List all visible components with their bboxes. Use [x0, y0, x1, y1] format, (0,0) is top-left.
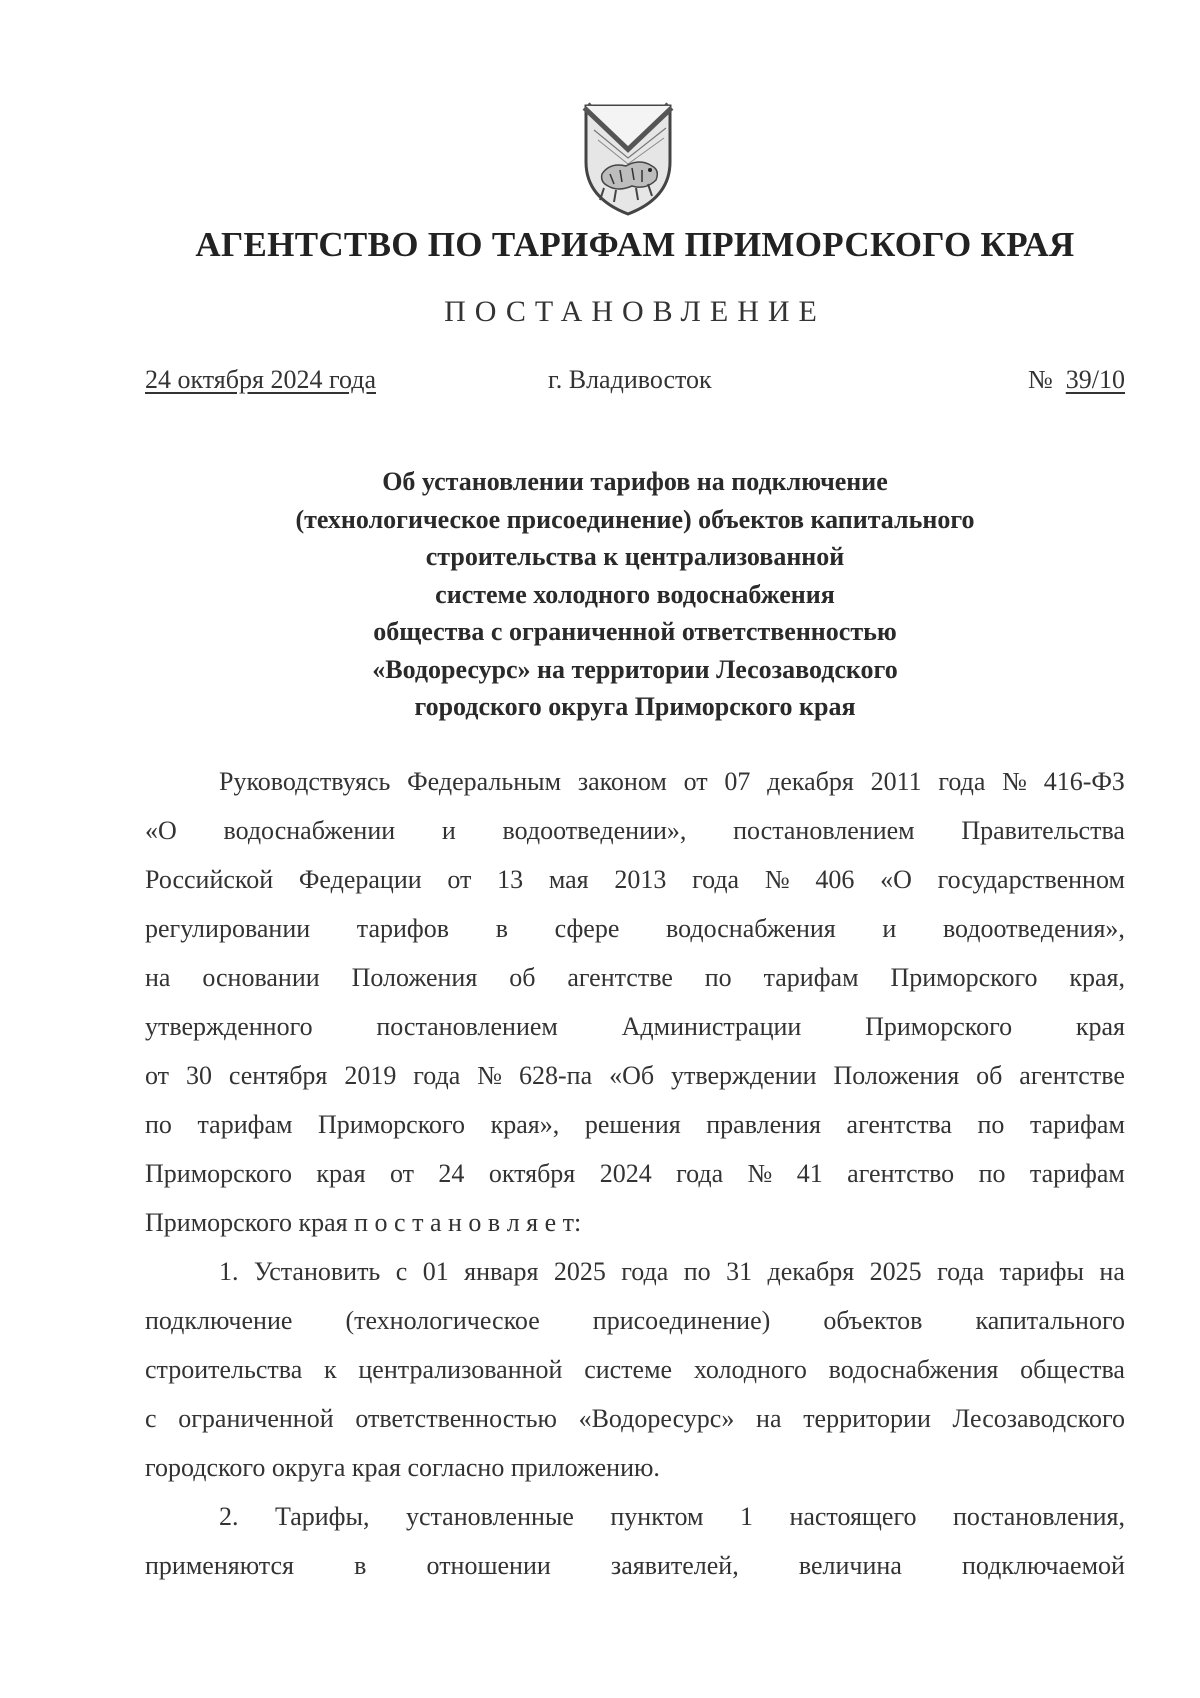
word: постановления,: [952, 1502, 1125, 1531]
subject-line: строительства к централизованной: [425, 542, 845, 571]
word: величина: [798, 1551, 902, 1580]
word: года: [413, 1061, 461, 1090]
word: 31: [726, 1257, 753, 1286]
word: по: [704, 963, 732, 992]
word: тарифам: [1029, 1159, 1125, 1188]
word: 628-па: [519, 1061, 593, 1090]
word: «Об: [609, 1061, 655, 1090]
word: №: [1002, 767, 1027, 796]
word: постановлением: [733, 816, 915, 845]
paragraph-item-2: [145, 1492, 1125, 1590]
word: с: [145, 1404, 157, 1433]
word: Тарифы,: [274, 1502, 370, 1531]
word: 13: [497, 865, 524, 894]
word: агентство: [847, 1159, 955, 1188]
word: утвержденного: [145, 1012, 313, 1041]
word: октября: [488, 1159, 576, 1188]
word: по: [683, 1257, 711, 1286]
word: «О: [145, 816, 177, 845]
word: Приморского: [865, 1012, 1013, 1041]
word: агентстве: [567, 963, 673, 992]
word: года: [676, 1159, 724, 1188]
word: регулировании: [145, 914, 311, 943]
word: с: [395, 1257, 408, 1286]
word: Положения: [351, 963, 478, 992]
word: 2011: [870, 767, 922, 796]
word: года: [938, 767, 986, 796]
text-line: [145, 1296, 1125, 1345]
word: общества: [1020, 1355, 1125, 1384]
text-line: [145, 1394, 1125, 1443]
text-line: [145, 904, 1125, 953]
word: основании: [202, 963, 320, 992]
word: 2013: [614, 865, 667, 894]
word: и: [441, 816, 456, 845]
word: от: [389, 1159, 414, 1188]
word: водоотведения»,: [942, 914, 1125, 943]
word: централизованной: [358, 1355, 563, 1384]
word: от: [683, 767, 708, 796]
subject-line: (технологическое присоединение) объектов капитального: [295, 504, 975, 534]
word: №: [764, 865, 790, 894]
word: 2024: [599, 1159, 652, 1188]
word: строительства: [145, 1355, 303, 1384]
word: холодного: [693, 1355, 807, 1384]
agency-name: АГЕНТСТВО ПО ТАРИФАМ ПРИМОРСКОГО КРАЯ: [195, 225, 1075, 264]
word: водоснабжения: [666, 914, 836, 943]
word: заявителей,: [610, 1551, 739, 1580]
word: присоединение): [592, 1306, 771, 1335]
word: Руководствуясь: [219, 767, 391, 796]
document-type: ПОСТАНОВЛЕНИЕ: [444, 295, 826, 328]
word: №: [747, 1159, 773, 1188]
word: 406: [815, 865, 855, 894]
text-line: [145, 806, 1125, 855]
document-subject: [0, 463, 1200, 726]
word: постановлением: [376, 1012, 558, 1041]
subject-line: городского округа Приморского края: [414, 692, 856, 721]
word: января: [464, 1257, 539, 1286]
text-line: [145, 1149, 1125, 1198]
word: тарифы: [999, 1257, 1084, 1286]
word: сентября: [228, 1061, 328, 1090]
primorsky-krai-coat-of-arms-icon: [580, 100, 676, 220]
word: ограниченной: [178, 1404, 334, 1433]
word: 2025: [869, 1257, 922, 1286]
word: тарифам: [197, 1110, 293, 1139]
word: края»,: [490, 1110, 560, 1139]
word: (технологическое: [345, 1306, 540, 1335]
word: ответственностью: [355, 1404, 557, 1433]
word: 24: [438, 1159, 465, 1188]
word: Установить: [253, 1257, 381, 1286]
word: по: [978, 1159, 1006, 1188]
word: 416-ФЗ: [1043, 767, 1125, 796]
text-line: [145, 1492, 1125, 1541]
word: агентства: [846, 1110, 952, 1139]
word: на: [1099, 1257, 1125, 1286]
word: 01: [422, 1257, 449, 1286]
word: в: [495, 914, 508, 943]
text-line: [145, 1002, 1125, 1051]
word: от: [145, 1061, 170, 1090]
word: на: [145, 963, 171, 992]
word: капитального: [975, 1306, 1125, 1335]
word: объектов: [823, 1306, 923, 1335]
word: года: [621, 1257, 669, 1286]
word: об: [509, 963, 536, 992]
word: 1: [739, 1502, 753, 1531]
text-line: [145, 757, 1125, 806]
word: края: [316, 1159, 366, 1188]
word: по: [977, 1110, 1005, 1139]
word: края,: [1069, 963, 1125, 992]
word: декабря: [767, 1257, 855, 1286]
word: 2.: [219, 1502, 239, 1531]
word: Администрации: [621, 1012, 802, 1041]
text-line: [145, 1100, 1125, 1149]
word: правления: [706, 1110, 821, 1139]
word: государственном: [937, 865, 1125, 894]
document-city: г. Владивосток: [548, 365, 712, 394]
word: решения: [584, 1110, 681, 1139]
document-number: [1028, 365, 1125, 395]
word: подключение: [145, 1306, 293, 1335]
text-line: городского округа края согласно приложению.: [145, 1453, 660, 1482]
word: края: [1075, 1012, 1125, 1041]
word: Федеральным: [407, 767, 562, 796]
word: отношении: [426, 1551, 551, 1580]
text-line: [145, 855, 1125, 904]
document-meta-row: [145, 365, 1125, 405]
word: сфере: [554, 914, 620, 943]
subject-line: системе холодного водоснабжения: [435, 579, 835, 609]
word: на: [756, 1404, 782, 1433]
text-line: [145, 1247, 1125, 1296]
word: настоящего: [789, 1502, 917, 1531]
word: 30: [185, 1061, 212, 1090]
word: 07: [724, 767, 751, 796]
word: применяются: [145, 1551, 294, 1580]
text-line: [145, 1051, 1125, 1100]
word: водоотведении»,: [502, 816, 687, 845]
word: водоснабжении: [223, 816, 396, 845]
text-line: [145, 1541, 1125, 1590]
word: законом: [577, 767, 667, 796]
word: 41: [796, 1159, 823, 1188]
subject-line: «Водоресурс» на территории Лесозаводского: [372, 654, 898, 684]
word: 2019: [344, 1061, 397, 1090]
word: мая: [548, 865, 589, 894]
subject-line: Об установлении тарифов на подключение: [382, 467, 888, 496]
subject-line: общества с ограниченной ответственностью: [373, 617, 897, 646]
number-value: 39/10: [1065, 365, 1125, 394]
word: Российской: [145, 865, 274, 894]
word: Приморского: [890, 963, 1038, 992]
word: Федерации: [298, 865, 422, 894]
text-line: [145, 953, 1125, 1002]
word: №: [477, 1061, 503, 1090]
word: Положения: [833, 1061, 960, 1090]
paragraph-preamble: [145, 757, 1125, 1247]
word: «О: [880, 865, 912, 894]
word: Приморского: [145, 1159, 293, 1188]
word: об: [976, 1061, 1003, 1090]
word: утверждении: [671, 1061, 817, 1090]
word: и: [882, 914, 897, 943]
document-date: 24 октября 2024 года: [145, 365, 376, 394]
word: года: [937, 1257, 985, 1286]
word: территории: [803, 1404, 931, 1433]
paragraph-item-1: [145, 1247, 1125, 1492]
word: Лесозаводского: [952, 1404, 1125, 1433]
word: тарифам: [1029, 1110, 1125, 1139]
word: установленные: [405, 1502, 574, 1531]
word: в: [354, 1551, 367, 1580]
word: года: [692, 865, 740, 894]
word: подключаемой: [962, 1551, 1125, 1580]
text-line: Приморского края п о с т а н о в л я е т:: [145, 1208, 582, 1237]
word: 1.: [219, 1257, 239, 1286]
word: водоснабжения: [828, 1355, 999, 1384]
word: Правительства: [961, 816, 1125, 845]
word: к: [324, 1355, 337, 1384]
word: 2025: [553, 1257, 606, 1286]
word: системе: [584, 1355, 673, 1384]
word: тарифов: [356, 914, 450, 943]
word: Приморского: [318, 1110, 466, 1139]
word: от: [447, 865, 472, 894]
text-line: [145, 1345, 1125, 1394]
word: агентстве: [1019, 1061, 1125, 1090]
word: «Водоресурс»: [578, 1404, 735, 1433]
word: тарифам: [763, 963, 859, 992]
number-prefix: №: [1027, 365, 1053, 394]
word: пунктом: [610, 1502, 704, 1531]
word: по: [145, 1110, 172, 1139]
document-body: [145, 757, 1125, 1590]
word: декабря: [767, 767, 854, 796]
